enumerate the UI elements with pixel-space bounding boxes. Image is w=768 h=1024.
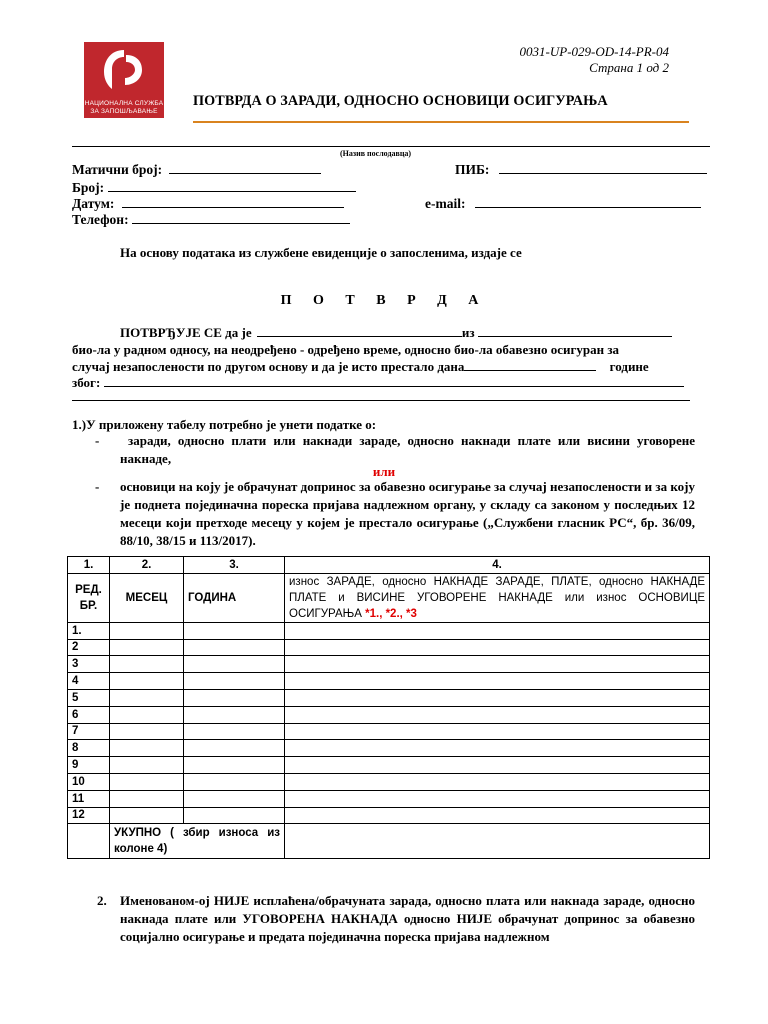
broj-label: Број: <box>72 180 105 195</box>
row-number: 6 <box>68 706 110 723</box>
amount-cell[interactable] <box>285 790 710 807</box>
month-cell[interactable] <box>110 773 184 790</box>
amount-cell[interactable] <box>285 740 710 757</box>
amount-cell[interactable] <box>285 673 710 690</box>
confirm-line-4 <box>72 373 684 392</box>
month-cell[interactable] <box>110 706 184 723</box>
maticni-broj-blank[interactable] <box>169 160 321 174</box>
row-number: 12 <box>68 807 110 824</box>
table-row <box>68 656 710 673</box>
year-cell[interactable] <box>184 773 285 790</box>
year-cell[interactable] <box>184 740 285 757</box>
confirm-from-text: из <box>461 325 475 340</box>
year-cell[interactable] <box>184 706 285 723</box>
total-label: УКУПНО ( збир износа из колоне 4) <box>110 824 285 859</box>
amount-cell[interactable] <box>285 807 710 824</box>
row-number: 7 <box>68 723 110 740</box>
employee-name-blank[interactable] <box>257 323 462 337</box>
document-code-block <box>520 44 669 76</box>
telefon-field[interactable] <box>72 210 350 229</box>
year-cell[interactable] <box>184 790 285 807</box>
header-iznos-notes: *1., *2., *3 <box>365 607 417 620</box>
datum-label: Датум: <box>72 196 115 211</box>
section2-text: Именованом-ој НИЈЕ исплаћена/обрачуната зарада, односно плата или накнада зараде, односно накнада плате или УГОВОРЕНА НАКНАДА односно НИЈЕ обрачунат допринос за обавезно социјално осигурање и предата појединачна пореска пријава надлежном <box>120 893 695 944</box>
total-empty-cell <box>68 824 110 859</box>
row-number: 4 <box>68 673 110 690</box>
month-cell[interactable] <box>110 807 184 824</box>
maticni-broj-field[interactable] <box>72 160 321 179</box>
pib-field[interactable] <box>455 160 707 179</box>
telefon-blank[interactable] <box>132 210 350 224</box>
email-field[interactable] <box>425 194 701 213</box>
intro-text: На основу података из службене евиденције о запосленима, издаје се <box>120 245 522 260</box>
datum-blank[interactable] <box>122 194 344 208</box>
year-cell[interactable] <box>184 757 285 774</box>
table-row <box>68 706 710 723</box>
table-row <box>68 622 710 639</box>
telefon-label: Телефон: <box>72 212 129 227</box>
employee-origin-blank[interactable] <box>478 323 672 337</box>
bullet-dash-1: - <box>95 433 100 448</box>
col-number-4: 4. <box>285 557 710 574</box>
amount-cell[interactable] <box>285 639 710 656</box>
header-iznos <box>285 573 710 622</box>
total-value-cell[interactable] <box>285 824 710 859</box>
email-label: e-mail: <box>425 196 466 211</box>
header-iznos-text: износ ЗАРАДЕ, односно НАКНАДЕ ЗАРАДЕ, ПЛАТЕ, односно НАКНАДЕ ПЛАТЕ и ВИСИНЕ УГОВОРЕНЕ НАКНАДЕ или износ ОСНОВИЦЕ ОСИГУРАЊА <box>289 575 705 620</box>
table-row <box>68 689 710 706</box>
confirm-line-1 <box>120 323 672 342</box>
row-number: 2 <box>68 639 110 656</box>
document-code: 0031-UP-029-OD-14-PR-04 <box>519 44 669 59</box>
amount-cell[interactable] <box>285 689 710 706</box>
year-cell[interactable] <box>184 689 285 706</box>
row-number: 1. <box>68 622 110 639</box>
section1-item-1: зaради, односно плати или накнади зараде, односно накнади плате или висини уговорене накнаде, <box>120 433 695 466</box>
potvrda-heading: П О Т В Р Д А <box>280 293 488 308</box>
or-text: или <box>372 464 396 479</box>
month-cell[interactable] <box>110 790 184 807</box>
amount-cell[interactable] <box>285 622 710 639</box>
table-row <box>68 673 710 690</box>
table-column-numbers-row <box>68 557 710 574</box>
month-cell[interactable] <box>110 639 184 656</box>
pib-blank[interactable] <box>499 160 707 174</box>
confirm-year-text: године <box>609 359 649 374</box>
amount-cell[interactable] <box>285 773 710 790</box>
col-number-1: 1. <box>68 557 110 574</box>
section1-item-2: основици на коју је обрачунат допринос за обавезно осигурање за случај незапослености и за коју је поднета појединачна пореска пријава надлежном органу, у складу са законом у последњих 12 месеци који претходе месецу у којем је престало осигурање („Службени гласник РС“, бр. 36/09, 88/10, 38/15 и 113/2017). <box>120 479 695 548</box>
row-number: 9 <box>68 757 110 774</box>
salary-table <box>67 556 710 859</box>
email-blank[interactable] <box>475 194 701 208</box>
row-number: 8 <box>68 740 110 757</box>
month-cell[interactable] <box>110 622 184 639</box>
end-date-blank[interactable] <box>464 357 596 371</box>
year-cell[interactable] <box>184 622 285 639</box>
col-number-2: 2. <box>110 557 184 574</box>
row-number: 5 <box>68 689 110 706</box>
table-row <box>68 723 710 740</box>
year-cell[interactable] <box>184 807 285 824</box>
confirm-line-3-text: случај незапослености по другом основу и да је исто престало дана <box>72 359 465 374</box>
reason-blank[interactable] <box>104 373 684 387</box>
reason-blank-line-2[interactable] <box>72 400 690 401</box>
col-number-3: 3. <box>184 557 285 574</box>
section2-number: 2. <box>97 893 107 908</box>
row-number: 11 <box>68 790 110 807</box>
table-row <box>68 757 710 774</box>
month-cell[interactable] <box>110 673 184 690</box>
month-cell[interactable] <box>110 740 184 757</box>
header-godina: ГОДИНА <box>184 573 285 622</box>
table-row <box>68 773 710 790</box>
year-cell[interactable] <box>184 639 285 656</box>
logo-text: НАЦИОНАЛНА СЛУЖБА ЗА ЗАПОШЉАВАЊЕ <box>84 100 164 115</box>
table-row <box>68 639 710 656</box>
maticni-broj-label: Матични број: <box>72 162 163 177</box>
year-cell[interactable] <box>184 673 285 690</box>
bullet-dash-2: - <box>95 479 100 494</box>
table-row <box>68 740 710 757</box>
table-header-row <box>68 573 710 622</box>
table-total-row <box>68 824 710 859</box>
month-cell[interactable] <box>110 723 184 740</box>
confirm-line-1-text: ПОТВРЂУЈЕ СЕ да је <box>120 325 252 340</box>
header-mesec: МЕСЕЦ <box>110 573 184 622</box>
employer-name-line[interactable] <box>72 146 710 147</box>
year-cell[interactable] <box>184 656 285 673</box>
logo-emblem-icon <box>84 42 164 102</box>
row-number: 3 <box>68 656 110 673</box>
month-cell[interactable] <box>110 757 184 774</box>
table-row <box>68 790 710 807</box>
row-number: 10 <box>68 773 110 790</box>
title-divider <box>193 121 689 123</box>
header-red-br: РЕД. БР. <box>68 573 110 622</box>
month-cell[interactable] <box>110 689 184 706</box>
employer-name-label: (Назив послодавца) <box>340 149 412 158</box>
confirm-line-2: био-ла у радном односу, на неодређено - одређено време, односно био-ла обавезно осигуран за <box>72 342 620 357</box>
year-cell[interactable] <box>184 723 285 740</box>
amount-cell[interactable] <box>285 757 710 774</box>
amount-cell[interactable] <box>285 706 710 723</box>
pib-label: ПИБ: <box>455 162 490 177</box>
reason-label: због: <box>72 375 101 390</box>
amount-cell[interactable] <box>285 723 710 740</box>
page-info: Страна 1 од 2 <box>589 60 669 75</box>
document-title: ПОТВРДА О ЗАРАДИ, ОДНОСНО ОСНОВИЦИ ОСИГУРАЊА <box>193 93 608 109</box>
table-row <box>68 807 710 824</box>
broj-blank[interactable] <box>108 178 356 192</box>
section1-heading: 1.)У приложену табелу потребно је унети податке о: <box>72 417 377 432</box>
amount-cell[interactable] <box>285 656 710 673</box>
month-cell[interactable] <box>110 656 184 673</box>
